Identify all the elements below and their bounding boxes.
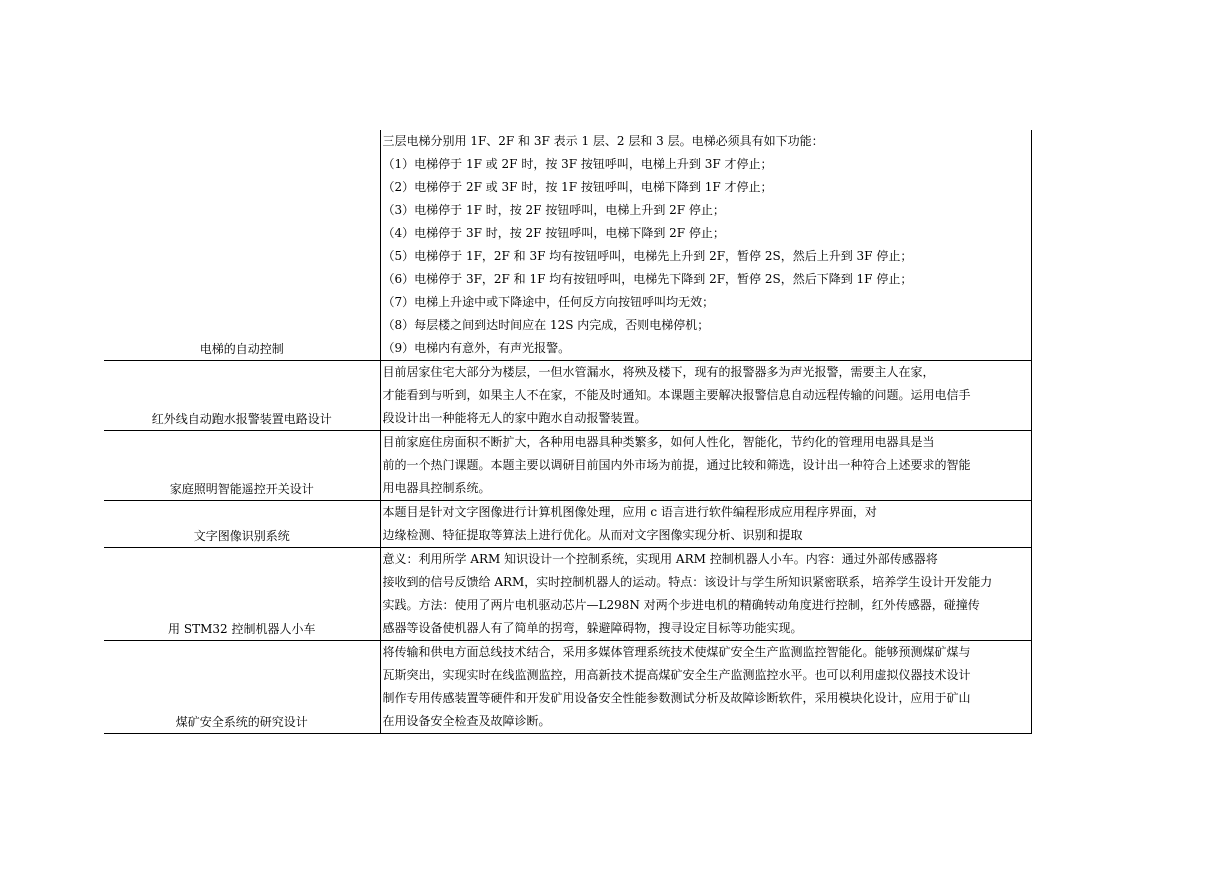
topics-table-body	[104, 130, 1031, 734]
description-line: 感器等设备使机器人有了简单的拐弯，躲避障碍物，搜寻设定目标等功能实现。	[382, 621, 803, 635]
topic-title-cell[interactable]: 电梯的自动控制	[104, 130, 380, 361]
table-row	[104, 641, 1031, 734]
description-line: 前的一个热门课题。本题主要以调研目前国内外市场为前提，通过比较和筛选，设计出一种符合上述要求的智能	[382, 458, 971, 472]
topic-description-cell[interactable]	[380, 501, 1031, 548]
topic-title-cell[interactable]: 红外线自动跑水报警装置电路设计	[104, 361, 380, 431]
description-line: （2）电梯停于 2F 或 3F 时，按 1F 按钮呼叫，电梯下降到 1F 才停止；	[382, 180, 773, 194]
table-row	[104, 130, 1031, 361]
description-line: （1）电梯停于 1F 或 2F 时，按 3F 按钮呼叫，电梯上升到 3F 才停止；	[382, 157, 773, 171]
description-line: 意义：利用所学 ARM 知识设计一个控制系统，实现用 ARM 控制机器人小车。内容：通过外部传感器将	[382, 552, 938, 566]
description-line: 实践。方法：使用了两片电机驱动芯片—L298N 对两个步进电机的精确转动角度进行控制，红外传感器，碰撞传	[382, 598, 980, 612]
description-line: 用电器具控制系统。	[382, 481, 491, 495]
description-line: 目前家庭住房面积不断扩大，各种用电器具种类繁多，如何人性化，智能化，节约化的管理用电器具是当	[382, 435, 935, 449]
description-line: （3）电梯停于 1F 时，按 2F 按钮呼叫，电梯上升到 2F 停止；	[382, 203, 725, 217]
description-line: （6）电梯停于 3F，2F 和 1F 均有按钮呼叫，电梯先下降到 2F，暂停 2S，然后下降到 1F 停止；	[382, 272, 913, 286]
description-line: 边缘检测、特征提取等算法上进行优化。从而对文字图像实现分析、识别和提取	[382, 528, 803, 542]
description-line: 将传输和供电方面总线技术结合，采用多媒体管理系统技术使煤矿安全生产监测监控智能化。能够预测煤矿煤与	[382, 645, 971, 659]
description-line: （8）每层楼之间到达时间应在 12S 内完成，否则电梯停机；	[382, 318, 710, 332]
description-line: （4）电梯停于 3F 时，按 2F 按钮呼叫，电梯下降到 2F 停止；	[382, 226, 725, 240]
description-line: 目前居家住宅大部分为楼层，一但水管漏水，将殃及楼下，现有的报警器多为声光报警，需要主人在家，	[382, 365, 935, 379]
description-line: 制作专用传感装置等硬件和开发矿用设备安全性能参数测试分析及故障诊断软件，采用模块化设计，应用于矿山	[382, 691, 971, 705]
table-row	[104, 548, 1031, 641]
topic-description-cell[interactable]	[380, 361, 1031, 431]
topic-title-cell[interactable]: 煤矿安全系统的研究设计	[104, 641, 380, 734]
description-line: 接收到的信号反馈给 ARM，实时控制机器人的运动。特点：该设计与学生所知识紧密联系，培养学生设计开发能力	[382, 575, 993, 589]
description-line: （5）电梯停于 1F，2F 和 3F 均有按钮呼叫，电梯先上升到 2F，暂停 2S，然后上升到 3F 停止；	[382, 249, 913, 263]
topic-title-cell[interactable]: 文字图像识别系统	[104, 501, 380, 548]
topic-description-cell[interactable]	[380, 130, 1031, 361]
topic-title-cell[interactable]: 家庭照明智能遥控开关设计	[104, 431, 380, 501]
table-row	[104, 361, 1031, 431]
description-line: （9）电梯内有意外，有声光报警。	[382, 341, 571, 355]
description-line: 瓦斯突出，实现实时在线监测监控，用高新技术提高煤矿安全生产监测监控水平。也可以利用虚拟仪器技术设计	[382, 668, 971, 682]
description-line: 本题目是针对文字图像进行计算机图像处理，应用 c 语言进行软件编程形成应用程序界面，对	[382, 505, 877, 519]
table-row	[104, 431, 1031, 501]
topics-table	[104, 130, 1032, 734]
topic-description-cell[interactable]	[380, 641, 1031, 734]
description-line: 在用设备安全检查及故障诊断。	[382, 714, 551, 728]
description-line: 才能看到与听到，如果主人不在家，不能及时通知。本课题主要解决报警信息自动远程传输的问题。运用电信手	[382, 388, 971, 402]
topic-description-cell[interactable]	[380, 431, 1031, 501]
topic-title-cell[interactable]: 用 STM32 控制机器人小车	[104, 548, 380, 641]
topic-description-cell[interactable]	[380, 548, 1031, 641]
table-row	[104, 501, 1031, 548]
description-line: 三层电梯分别用 1F、2F 和 3F 表示 1 层、2 层和 3 层。电梯必须具有如下功能：	[382, 134, 824, 148]
description-line: （7）电梯上升途中或下降途中，任何反方向按钮呼叫均无效；	[382, 295, 715, 309]
description-line: 段设计出一种能将无人的家中跑水自动报警装置。	[382, 411, 647, 425]
